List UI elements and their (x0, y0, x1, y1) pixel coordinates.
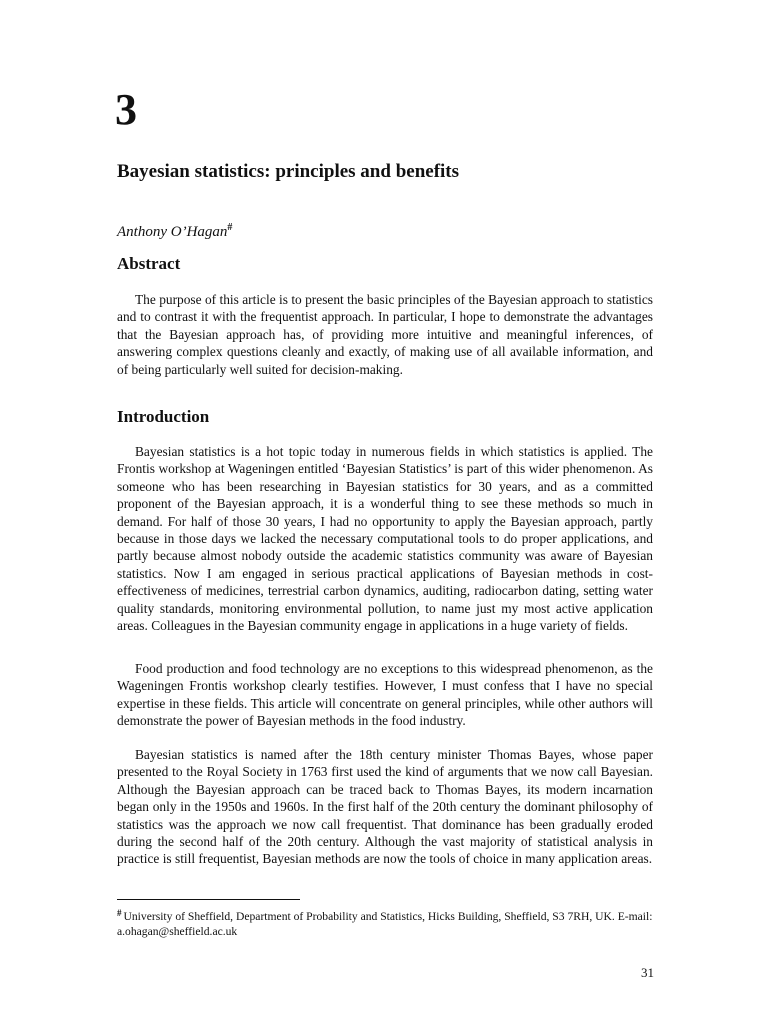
footnote-text: University of Sheffield, Department of Probability and Statistics, Hicks Building, Sheffield, S3 7RH, UK. E-mail: a.ohagan@sheffield.ac.uk (117, 910, 653, 938)
author-line (117, 217, 232, 243)
abstract-paragraph: The purpose of this article is to present the basic principles of the Bayesian approach to statistics and to contrast it with the frequentist approach. In particular, I hope to demonstrate the advantages that the Bayesian approach has, of providing more intuitive and meaningful inferences, of answering complex questions cleanly and exactly, of making use of all available information, and of being particularly well suited for decision-making. (117, 292, 653, 377)
author-footnote-mark: # (227, 222, 233, 233)
introduction-paragraph-1: Bayesian statistics is a hot topic today in numerous fields in which statistics is applied. The Frontis workshop at Wageningen entitled ‘Bayesian Statistics’ is part of this wider phenomenon. As someone who has been researching in Bayesian statistics for 30 years, and as a committed proponent of the Bayesian approach, it is a wonderful thing to see these methods so much in demand. For half of those 30 years, I had no opportunity to apply the Bayesian approach, partly because in those days we lacked the necessary computational tools to do proper applications, and partly because almost nobody outside the academic statistics community was aware of Bayesian statistics. Now I am engaged in serious practical applications of Bayesian methods in cost-effectiveness of medicines, terrestrial carbon dynamics, auditing, radiocarbon dating, setting water quality standards, monitoring environmental pollution, to name just my most active application areas. Colleagues in the Bayesian community engage in applications in a huge variety of fields. (117, 444, 653, 634)
author-name: Anthony O’Hagan (117, 224, 228, 240)
footnote (117, 906, 653, 939)
abstract-heading: Abstract (117, 254, 181, 273)
chapter-title: Bayesian statistics: principles and benefits (117, 161, 460, 182)
page-number: 31 (641, 965, 654, 980)
introduction-heading: Introduction (117, 407, 210, 426)
footnote-divider (117, 899, 300, 900)
introduction-paragraph-3: Bayesian statistics is named after the 18th century minister Thomas Bayes, whose paper presented to the Royal Society in 1763 first used the kind of arguments that we now call Bayesian. Although the Bayesian approach can be traced back to Thomas Bayes, its modern incarnation began only in the 1950s and 1960s. In the first half of the 20th century the dominant philosophy of statistics was the approach we now call frequentist. That dominance has been gradually eroded during the second half of the 20th century. Although the vast majority of statistical analysis in practice is still frequentist, Bayesian methods are now the tools of choice in many application areas. (117, 747, 653, 867)
introduction-paragraph-2: Food production and food technology are no exceptions to this widespread phenomenon, as the Wageningen Frontis workshop clearly testifies. However, I must confess that I have no special expertise in these fields. This article will concentrate on general principles, while other authors will demonstrate the power of Bayesian methods in the food industry. (117, 661, 653, 729)
chapter-number: 3 (115, 85, 137, 134)
footnote-mark: # (117, 908, 122, 918)
